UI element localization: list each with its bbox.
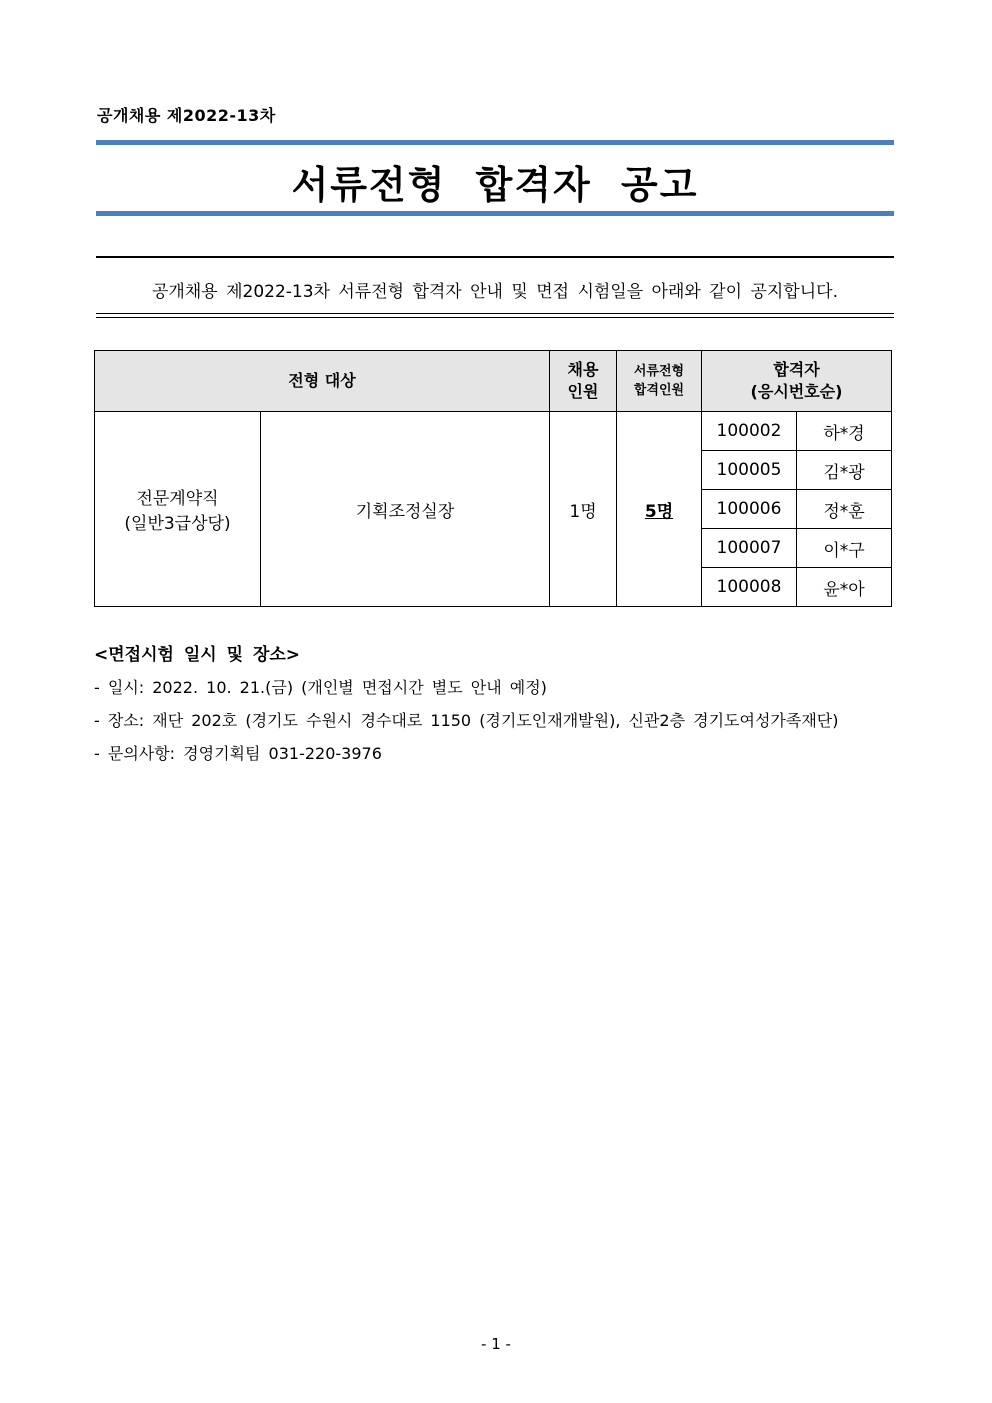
hire-count-cell: 1명 — [550, 412, 617, 607]
header-pass-count — [617, 351, 702, 412]
result-table — [94, 350, 892, 607]
intro-box — [96, 256, 894, 318]
header-pass-count-line1: 서류전형 — [633, 364, 685, 379]
table-header-row — [95, 351, 892, 412]
intro-text: 공개채용 제2022-13차 서류전형 합격자 안내 및 면접 시험일을 아래와 같이 공지합니다. — [152, 282, 838, 302]
passer-name: 하*경 — [797, 412, 892, 451]
interview-contact: - 문의사항: 경영기획팀 031-220-3976 — [94, 744, 382, 763]
category-line2: (일반3급상당) — [124, 514, 231, 534]
category-cell — [95, 412, 261, 607]
table-row — [95, 412, 892, 451]
interview-section — [94, 640, 838, 776]
pass-count-cell — [617, 412, 702, 607]
header-passers — [702, 351, 892, 412]
position-cell: 기획조정실장 — [261, 412, 550, 607]
header-passers-line1: 합격자 — [773, 360, 820, 379]
interview-title: <면접시험 일시 및 장소> — [94, 645, 301, 665]
interview-date: - 일시: 2022. 10. 21.(금) (개인별 면접시간 별도 안내 예정) — [94, 678, 547, 697]
header-passers-line2: (응시번호순) — [750, 382, 843, 401]
header-target: 전형 대상 — [95, 351, 550, 412]
interview-location: - 장소: 재단 202호 (경기도 수원시 경수대로 1150 (경기도인재개발원), 신관2층 경기도여성가족재단) — [94, 711, 839, 730]
passer-name: 정*훈 — [797, 490, 892, 529]
category-line1: 전문계약직 — [136, 489, 219, 509]
header-hire-count-line2: 인원 — [567, 382, 599, 401]
passer-name: 윤*아 — [797, 568, 892, 607]
passer-number: 100008 — [702, 568, 797, 607]
header-pass-count-line2: 합격인원 — [633, 383, 685, 398]
page-number: - 1 - — [481, 1335, 511, 1353]
header-hire-count — [550, 351, 617, 412]
passer-number: 100005 — [702, 451, 797, 490]
pass-count-value: 5명 — [644, 501, 674, 522]
passer-number: 100006 — [702, 490, 797, 529]
document-number: 공개채용 제2022-13차 — [97, 106, 276, 125]
passer-name: 김*광 — [797, 451, 892, 490]
page-title: 서류전형 합격자 공고 — [291, 163, 699, 207]
passer-number: 100007 — [702, 529, 797, 568]
passer-name: 이*구 — [797, 529, 892, 568]
passer-number: 100002 — [702, 412, 797, 451]
title-banner — [96, 140, 894, 216]
header-hire-count-line1: 채용 — [567, 360, 599, 379]
